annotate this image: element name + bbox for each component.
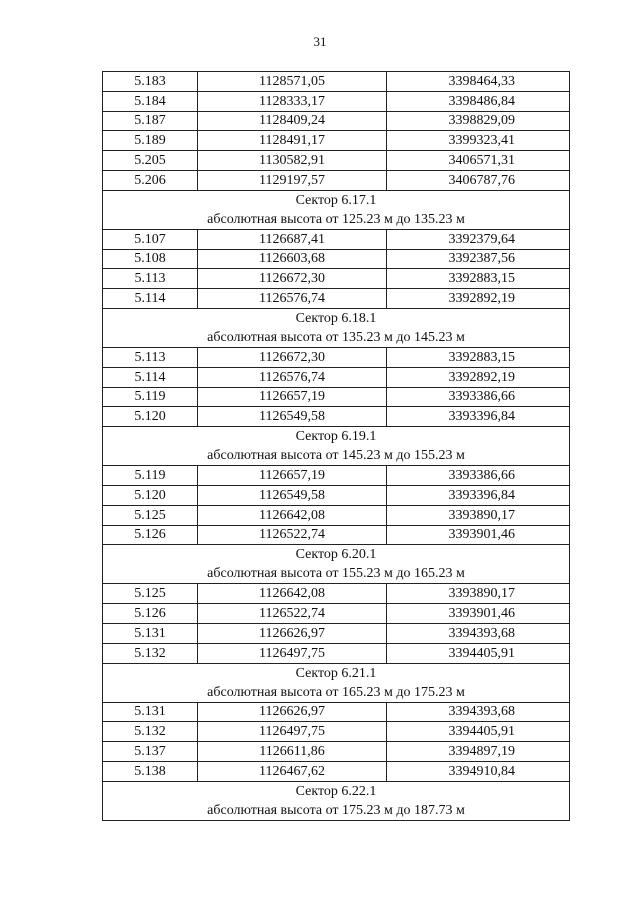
y-coordinate-cell: 3399323,41 bbox=[387, 131, 570, 151]
table-row bbox=[103, 151, 570, 171]
point-id-cell: 5.126 bbox=[103, 604, 198, 624]
sector-title: Сектор 6.22.1 bbox=[295, 783, 377, 799]
table-row bbox=[103, 702, 570, 722]
x-coordinate-cell: 1126576,74 bbox=[198, 367, 387, 387]
y-coordinate-cell: 3392892,19 bbox=[387, 367, 570, 387]
y-coordinate-cell: 3393396,84 bbox=[387, 407, 570, 427]
point-id-cell: 5.206 bbox=[103, 170, 198, 190]
point-id-cell: 5.131 bbox=[103, 702, 198, 722]
y-coordinate-cell: 3392892,19 bbox=[387, 289, 570, 309]
y-coordinate-cell: 3393901,46 bbox=[387, 604, 570, 624]
y-coordinate-cell: 3394405,91 bbox=[387, 643, 570, 663]
y-coordinate-cell: 3398829,09 bbox=[387, 111, 570, 131]
point-id-cell: 5.205 bbox=[103, 151, 198, 171]
point-id-cell: 5.125 bbox=[103, 584, 198, 604]
table-row bbox=[103, 269, 570, 289]
sector-header-cell bbox=[103, 190, 570, 229]
sector-title: Сектор 6.19.1 bbox=[295, 429, 377, 445]
x-coordinate-cell: 1126687,41 bbox=[198, 229, 387, 249]
point-id-cell: 5.119 bbox=[103, 387, 198, 407]
x-coordinate-cell: 1128571,05 bbox=[198, 72, 387, 92]
table-row bbox=[103, 722, 570, 742]
y-coordinate-cell: 3398464,33 bbox=[387, 72, 570, 92]
coordinates-table bbox=[102, 71, 570, 821]
y-coordinate-cell: 3392379,64 bbox=[387, 229, 570, 249]
sector-height-range: абсолютная высота от 155.23 м до 165.23 м bbox=[207, 566, 465, 582]
point-id-cell: 5.114 bbox=[103, 289, 198, 309]
x-coordinate-cell: 1126497,75 bbox=[198, 722, 387, 742]
point-id-cell: 5.189 bbox=[103, 131, 198, 151]
sector-height-range: абсолютная высота от 125.23 м до 135.23 м bbox=[207, 211, 465, 227]
table-row bbox=[103, 742, 570, 762]
table-row bbox=[103, 229, 570, 249]
table-row bbox=[103, 584, 570, 604]
point-id-cell: 5.138 bbox=[103, 761, 198, 781]
y-coordinate-cell: 3394897,19 bbox=[387, 742, 570, 762]
table-row bbox=[103, 604, 570, 624]
table-row bbox=[103, 485, 570, 505]
sector-header-row bbox=[103, 781, 570, 820]
y-coordinate-cell: 3393901,46 bbox=[387, 525, 570, 545]
x-coordinate-cell: 1126576,74 bbox=[198, 289, 387, 309]
x-coordinate-cell: 1126467,62 bbox=[198, 761, 387, 781]
y-coordinate-cell: 3394393,68 bbox=[387, 623, 570, 643]
point-id-cell: 5.119 bbox=[103, 466, 198, 486]
point-id-cell: 5.183 bbox=[103, 72, 198, 92]
x-coordinate-cell: 1128491,17 bbox=[198, 131, 387, 151]
y-coordinate-cell: 3392883,15 bbox=[387, 269, 570, 289]
sector-title: Сектор 6.21.1 bbox=[295, 665, 377, 681]
y-coordinate-cell: 3393890,17 bbox=[387, 584, 570, 604]
table-row bbox=[103, 387, 570, 407]
point-id-cell: 5.113 bbox=[103, 347, 198, 367]
x-coordinate-cell: 1126626,97 bbox=[198, 702, 387, 722]
point-id-cell: 5.125 bbox=[103, 505, 198, 525]
point-id-cell: 5.187 bbox=[103, 111, 198, 131]
sector-header-cell bbox=[103, 308, 570, 347]
table-row bbox=[103, 72, 570, 92]
point-id-cell: 5.131 bbox=[103, 623, 198, 643]
table-row bbox=[103, 367, 570, 387]
table-row bbox=[103, 525, 570, 545]
x-coordinate-cell: 1128409,24 bbox=[198, 111, 387, 131]
sector-header-row bbox=[103, 663, 570, 702]
table-row bbox=[103, 407, 570, 427]
table-row bbox=[103, 289, 570, 309]
page-number: 31 bbox=[313, 34, 327, 49]
table-row bbox=[103, 91, 570, 111]
y-coordinate-cell: 3393396,84 bbox=[387, 485, 570, 505]
x-coordinate-cell: 1126626,97 bbox=[198, 623, 387, 643]
sector-header-row bbox=[103, 190, 570, 229]
sector-header-cell bbox=[103, 427, 570, 466]
point-id-cell: 5.137 bbox=[103, 742, 198, 762]
table-row bbox=[103, 505, 570, 525]
table-row bbox=[103, 466, 570, 486]
table-row bbox=[103, 249, 570, 269]
sector-title: Сектор 6.20.1 bbox=[295, 547, 377, 563]
x-coordinate-cell: 1126549,58 bbox=[198, 407, 387, 427]
y-coordinate-cell: 3392387,56 bbox=[387, 249, 570, 269]
sector-header-row bbox=[103, 427, 570, 466]
y-coordinate-cell: 3398486,84 bbox=[387, 91, 570, 111]
point-id-cell: 5.132 bbox=[103, 643, 198, 663]
x-coordinate-cell: 1126657,19 bbox=[198, 466, 387, 486]
point-id-cell: 5.132 bbox=[103, 722, 198, 742]
point-id-cell: 5.184 bbox=[103, 91, 198, 111]
sector-height-range: абсолютная высота от 165.23 м до 175.23 м bbox=[207, 684, 465, 700]
y-coordinate-cell: 3392883,15 bbox=[387, 347, 570, 367]
y-coordinate-cell: 3406571,31 bbox=[387, 151, 570, 171]
y-coordinate-cell: 3394405,91 bbox=[387, 722, 570, 742]
y-coordinate-cell: 3393386,66 bbox=[387, 466, 570, 486]
x-coordinate-cell: 1126497,75 bbox=[198, 643, 387, 663]
point-id-cell: 5.107 bbox=[103, 229, 198, 249]
sector-header-cell bbox=[103, 663, 570, 702]
table-row bbox=[103, 623, 570, 643]
coordinates-table-body bbox=[103, 72, 570, 821]
point-id-cell: 5.126 bbox=[103, 525, 198, 545]
x-coordinate-cell: 1126657,19 bbox=[198, 387, 387, 407]
sector-height-range: абсолютная высота от 135.23 м до 145.23 м bbox=[207, 329, 465, 345]
point-id-cell: 5.120 bbox=[103, 485, 198, 505]
x-coordinate-cell: 1126522,74 bbox=[198, 525, 387, 545]
sector-header-row bbox=[103, 308, 570, 347]
x-coordinate-cell: 1130582,91 bbox=[198, 151, 387, 171]
point-id-cell: 5.114 bbox=[103, 367, 198, 387]
y-coordinate-cell: 3393386,66 bbox=[387, 387, 570, 407]
point-id-cell: 5.120 bbox=[103, 407, 198, 427]
x-coordinate-cell: 1126549,58 bbox=[198, 485, 387, 505]
sector-header-row bbox=[103, 545, 570, 584]
y-coordinate-cell: 3406787,76 bbox=[387, 170, 570, 190]
x-coordinate-cell: 1126642,08 bbox=[198, 584, 387, 604]
x-coordinate-cell: 1126603,68 bbox=[198, 249, 387, 269]
x-coordinate-cell: 1126642,08 bbox=[198, 505, 387, 525]
table-row bbox=[103, 643, 570, 663]
table-row bbox=[103, 170, 570, 190]
x-coordinate-cell: 1126522,74 bbox=[198, 604, 387, 624]
y-coordinate-cell: 3394393,68 bbox=[387, 702, 570, 722]
sector-header-cell bbox=[103, 781, 570, 820]
table-row bbox=[103, 131, 570, 151]
x-coordinate-cell: 1126672,30 bbox=[198, 269, 387, 289]
y-coordinate-cell: 3394910,84 bbox=[387, 761, 570, 781]
table-row bbox=[103, 347, 570, 367]
sector-title: Сектор 6.18.1 bbox=[295, 310, 377, 326]
table-row bbox=[103, 761, 570, 781]
x-coordinate-cell: 1128333,17 bbox=[198, 91, 387, 111]
sector-title: Сектор 6.17.1 bbox=[295, 192, 377, 208]
table-row bbox=[103, 111, 570, 131]
point-id-cell: 5.108 bbox=[103, 249, 198, 269]
x-coordinate-cell: 1129197,57 bbox=[198, 170, 387, 190]
sector-height-range: абсолютная высота от 145.23 м до 155.23 м bbox=[207, 448, 465, 464]
sector-header-cell bbox=[103, 545, 570, 584]
x-coordinate-cell: 1126611,86 bbox=[198, 742, 387, 762]
point-id-cell: 5.113 bbox=[103, 269, 198, 289]
sector-height-range: абсолютная высота от 175.23 м до 187.73 м bbox=[207, 802, 465, 818]
y-coordinate-cell: 3393890,17 bbox=[387, 505, 570, 525]
x-coordinate-cell: 1126672,30 bbox=[198, 347, 387, 367]
